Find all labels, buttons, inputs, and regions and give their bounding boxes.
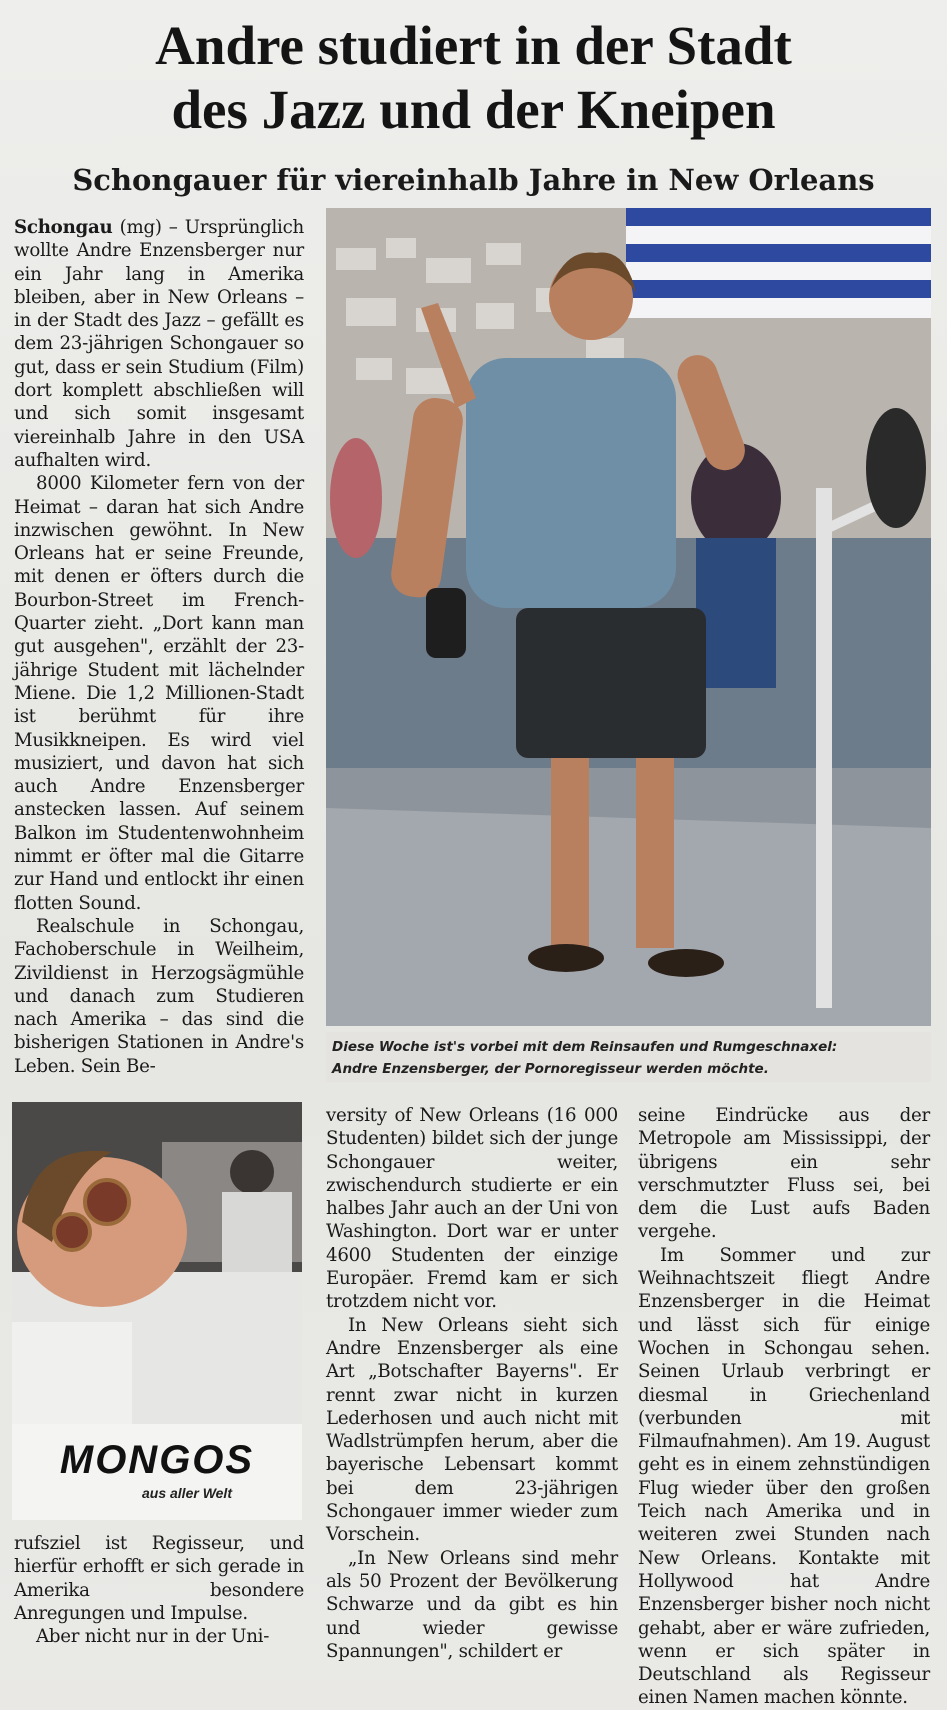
article-column-1-continued [14, 1532, 304, 1680]
headline [0, 14, 947, 142]
photo-caption [326, 1032, 931, 1082]
paragraph-9: seine Eindrücke aus der Metropole am Mississippi, der übrigens ein sehr verschmutzter Fluss sei, bei dem die Lust aufs Baden vergehe. [638, 1105, 930, 1243]
photo-caption-line-1: Diese Woche ist's vorbei mit dem Reinsaufen und Rumgeschnaxel: [332, 1039, 838, 1055]
headline-line-1: Andre studiert in der Stadt [155, 15, 792, 76]
photo-caption-line-2: Andre Enzensberger, der Pornoregisseur werden möchte. [332, 1061, 769, 1077]
article-column-3 [638, 1104, 930, 1709]
secondary-photo-illustration [12, 1102, 302, 1424]
paragraph-4: rufsziel ist Regisseur, und hierfür erhofft er sich gerade in Amerika besondere Anregungen und Impulse. [14, 1533, 304, 1624]
mongos-box [12, 1424, 302, 1520]
paragraph-6: versity of New Orleans (16 000 Studenten) bildet sich der junge Schongauer weiter, zwischendurch studierte er ein halbes Jahr auch an der Uni von Washington. Dort war er unter 4600 Studenten der einzige Europäer. Fremd kam er sich trotzdem nicht vor. [326, 1105, 618, 1313]
paragraph-8: „In New Orleans sind mehr als 50 Prozent der Bevölkerung Schwarze und da gibt es hin und wieder gewisse Spannungen", schildert er [326, 1547, 618, 1662]
flag [626, 208, 931, 318]
article-column-2 [326, 1104, 618, 1680]
paragraph-1 [14, 216, 304, 472]
paragraph-1-text: (mg) – Ursprünglich wollte Andre Enzensberger nur ein Jahr lang in Amerika bleiben, aber in New Orleans – in der Stadt des Jazz – gefällt es dem 23-jährigen Schongauer so gut, dass er sein Studium (Film) dort komplett abschließen will und sich somit insgesamt viereinhalb Jahre in den USA aufhalten wird. [14, 217, 304, 471]
paragraph-10: Im Sommer und zur Weihnachtszeit fliegt Andre Enzensberger in die Heimat und lässt sich für einige Wochen in Schongau sehen. Seinen Urlaub verbringt er diesmal in Griechenland (verbunden mit Filmaufnahmen). Am 19. August geht es in einem zehnstündigen Flug wieder über den großen Teich nach Amerika und in weiteren zwei Stunden nach New Orleans. Kontakte mit Hollywood hat Andre Enzensberger bisher noch nicht gehabt, aber er wäre zufrieden, wenn er sich später in Deutschland als Regisseur einen Namen machen könnte. [638, 1244, 930, 1709]
mongos-tagline: aus aller Welt [141, 1485, 232, 1501]
paragraph-7: In New Orleans sieht sich Andre Enzensberger als eine Art „Botschafter Bayerns". Er rennt zwar nicht in kurzen Lederhosen und auch nicht mit Wadlstrümpfen herum, aber die bayerische Lebensart kommt bei dem 23-jährigen Schongauer immer wieder zum Vorschein. [326, 1314, 618, 1546]
secondary-photo [12, 1102, 302, 1424]
main-photo-illustration [326, 208, 931, 1026]
article-column-1 [14, 216, 304, 1076]
dateline: Schongau [14, 217, 113, 238]
mongos-brand: MONGOS [59, 1438, 255, 1482]
main-photo [326, 208, 931, 1026]
headline-line-2: des Jazz und der Kneipen [171, 79, 776, 140]
paragraph-2: 8000 Kilometer fern von der Heimat – daran hat sich Andre inzwischen gewöhnt. In New Orleans hat er seine Freunde, mit denen er öfters durch die Bourbon-Street im French-Quarter zieht. „Dort kann man gut ausgehen", erzählt der 23-jährige Student mit lächelnder Miene. Die 1,2 Millionen-Stadt ist berühmt für ihre Musikkneipen. Es wird viel musiziert, und davon hat sich auch Andre Enzensberger anstecken lassen. Auf seinem Balkon im Studentenwohnheim nimmt er öfter mal die Gitarre zur Hand und entlockt ihr einen flotten Sound. [14, 473, 304, 914]
subheadline: Schongauer für viereinhalb Jahre in New Orleans [72, 163, 875, 197]
paragraph-3: Realschule in Schongau, Fachoberschule in Weilheim, Zivildienst in Herzogsägmühle und danach zum Studieren nach Amerika – das sind die bisherigen Stationen in Andre's Leben. Sein Be- [14, 915, 304, 1077]
paragraph-5: Aber nicht nur in der Uni- [36, 1626, 270, 1648]
